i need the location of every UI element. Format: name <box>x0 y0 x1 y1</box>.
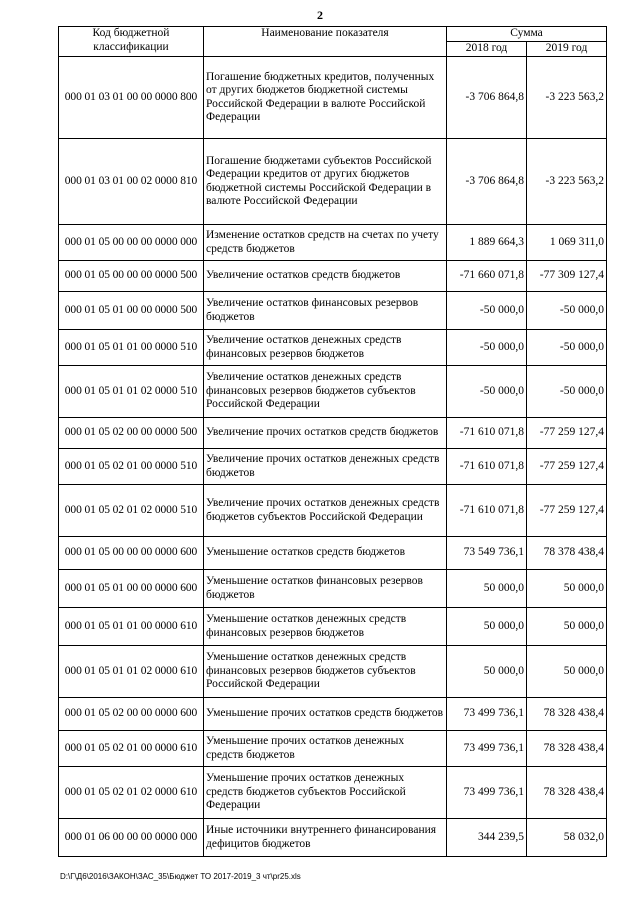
row-value-2019: 78 328 438,4 <box>527 731 607 767</box>
row-value-2019: -77 309 127,4 <box>527 261 607 292</box>
row-code: 000 01 06 00 00 00 0000 000 <box>59 819 204 857</box>
row-value-2019: 78 328 438,4 <box>527 698 607 731</box>
table-row <box>59 608 607 646</box>
row-value-2019: -50 000,0 <box>527 366 607 418</box>
row-value-2019: 50 000,0 <box>527 608 607 646</box>
table-row <box>59 225 607 261</box>
row-value-2019: -77 259 127,4 <box>527 485 607 537</box>
budget-table <box>58 26 607 857</box>
row-name: Погашение бюджетами субъектов Российской Федерации кредитов от других бюджетов бюджетной системы Российской Федерации в валюте Российской Федерации <box>204 139 447 225</box>
row-value-2018: -50 000,0 <box>447 292 527 330</box>
row-value-2019: -3 223 563,2 <box>527 139 607 225</box>
row-value-2019: -77 259 127,4 <box>527 449 607 485</box>
row-name: Уменьшение прочих остатков денежных средств бюджетов субъектов Российской Федерации <box>204 767 447 819</box>
row-name: Уменьшение остатков финансовых резервов бюджетов <box>204 570 447 608</box>
table-row <box>59 570 607 608</box>
row-name: Уменьшение остатков средств бюджетов <box>204 537 447 570</box>
row-name: Уменьшение остатков денежных средств финансовых резервов бюджетов <box>204 608 447 646</box>
row-name: Увеличение прочих остатков средств бюджетов <box>204 418 447 449</box>
row-value-2019: 58 032,0 <box>527 819 607 857</box>
row-code: 000 01 05 01 01 00 0000 510 <box>59 330 204 366</box>
row-value-2019: 78 328 438,4 <box>527 767 607 819</box>
row-name: Увеличение прочих остатков денежных средств бюджетов субъектов Российской Федерации <box>204 485 447 537</box>
table-row <box>59 485 607 537</box>
row-code: 000 01 05 02 00 00 0000 600 <box>59 698 204 731</box>
table-row <box>59 537 607 570</box>
row-value-2018: -71 610 071,8 <box>447 485 527 537</box>
row-code: 000 01 05 00 00 00 0000 000 <box>59 225 204 261</box>
row-value-2019: -3 223 563,2 <box>527 57 607 139</box>
row-name: Увеличение остатков денежных средств финансовых резервов бюджетов субъектов Российской Федерации <box>204 366 447 418</box>
header-sum: Сумма <box>447 27 607 42</box>
row-value-2019: 50 000,0 <box>527 570 607 608</box>
row-value-2019: -77 259 127,4 <box>527 418 607 449</box>
row-name: Увеличение остатков финансовых резервов бюджетов <box>204 292 447 330</box>
row-value-2019: 50 000,0 <box>527 646 607 698</box>
row-value-2018: 344 239,5 <box>447 819 527 857</box>
table-row <box>59 418 607 449</box>
row-code: 000 01 05 02 01 00 0000 610 <box>59 731 204 767</box>
row-code: 000 01 05 01 01 02 0000 610 <box>59 646 204 698</box>
table-row <box>59 767 607 819</box>
row-value-2018: 73 499 736,1 <box>447 698 527 731</box>
header-year-2019: 2019 год <box>527 42 607 57</box>
row-value-2019: -50 000,0 <box>527 292 607 330</box>
table-row <box>59 261 607 292</box>
row-value-2018: 50 000,0 <box>447 646 527 698</box>
table-row <box>59 646 607 698</box>
row-value-2019: -50 000,0 <box>527 330 607 366</box>
table-row <box>59 330 607 366</box>
row-name: Изменение остатков средств на счетах по учету средств бюджетов <box>204 225 447 261</box>
row-code: 000 01 05 02 00 00 0000 500 <box>59 418 204 449</box>
row-value-2018: 50 000,0 <box>447 608 527 646</box>
row-name: Уменьшение прочих остатков денежных средств бюджетов <box>204 731 447 767</box>
row-code: 000 01 05 00 00 00 0000 600 <box>59 537 204 570</box>
row-value-2018: 73 499 736,1 <box>447 731 527 767</box>
table-row <box>59 292 607 330</box>
row-value-2018: -71 660 071,8 <box>447 261 527 292</box>
table-row <box>59 366 607 418</box>
page-number: 2 <box>317 8 323 22</box>
table-row <box>59 698 607 731</box>
row-code: 000 01 05 01 00 00 0000 500 <box>59 292 204 330</box>
header-year-2018: 2018 год <box>447 42 527 57</box>
row-name: Увеличение остатков денежных средств финансовых резервов бюджетов <box>204 330 447 366</box>
table-row <box>59 449 607 485</box>
file-path-footer: D:\Г\Д6\2016\ЗАКОН\ЗАС_35\Бюджет ТО 2017-2019_3 чт\pr25.xls <box>60 872 301 881</box>
row-name: Погашение бюджетных кредитов, полученных от других бюджетов бюджетной системы Российской Федерации в валюте Российской Федерации <box>204 57 447 139</box>
row-code: 000 01 05 00 00 00 0000 500 <box>59 261 204 292</box>
row-value-2018: -71 610 071,8 <box>447 418 527 449</box>
row-value-2018: 50 000,0 <box>447 570 527 608</box>
row-code: 000 01 05 02 01 02 0000 610 <box>59 767 204 819</box>
row-code: 000 01 05 02 01 00 0000 510 <box>59 449 204 485</box>
row-code: 000 01 05 01 01 02 0000 510 <box>59 366 204 418</box>
row-value-2018: -71 610 071,8 <box>447 449 527 485</box>
row-value-2018: 73 499 736,1 <box>447 767 527 819</box>
row-value-2018: 1 889 664,3 <box>447 225 527 261</box>
header-name: Наименование показателя <box>204 27 447 57</box>
table-row <box>59 57 607 139</box>
row-name: Иные источники внутреннего финансирования дефицитов бюджетов <box>204 819 447 857</box>
row-name: Уменьшение прочих остатков средств бюджетов <box>204 698 447 731</box>
row-code: 000 01 05 01 00 00 0000 600 <box>59 570 204 608</box>
header-code: Код бюджетной классификации <box>59 27 204 57</box>
row-code: 000 01 03 01 00 02 0000 810 <box>59 139 204 225</box>
row-code: 000 01 05 01 01 00 0000 610 <box>59 608 204 646</box>
table-row <box>59 819 607 857</box>
row-value-2018: -3 706 864,8 <box>447 139 527 225</box>
row-value-2018: -3 706 864,8 <box>447 57 527 139</box>
row-name: Увеличение прочих остатков денежных средств бюджетов <box>204 449 447 485</box>
row-code: 000 01 05 02 01 02 0000 510 <box>59 485 204 537</box>
row-value-2018: -50 000,0 <box>447 366 527 418</box>
table-row <box>59 731 607 767</box>
row-value-2019: 1 069 311,0 <box>527 225 607 261</box>
row-name: Уменьшение остатков денежных средств финансовых резервов бюджетов субъектов Российской Федерации <box>204 646 447 698</box>
row-value-2018: 73 549 736,1 <box>447 537 527 570</box>
row-value-2018: -50 000,0 <box>447 330 527 366</box>
row-code: 000 01 03 01 00 00 0000 800 <box>59 57 204 139</box>
row-value-2019: 78 378 438,4 <box>527 537 607 570</box>
row-name: Увеличение остатков средств бюджетов <box>204 261 447 292</box>
table-row <box>59 139 607 225</box>
